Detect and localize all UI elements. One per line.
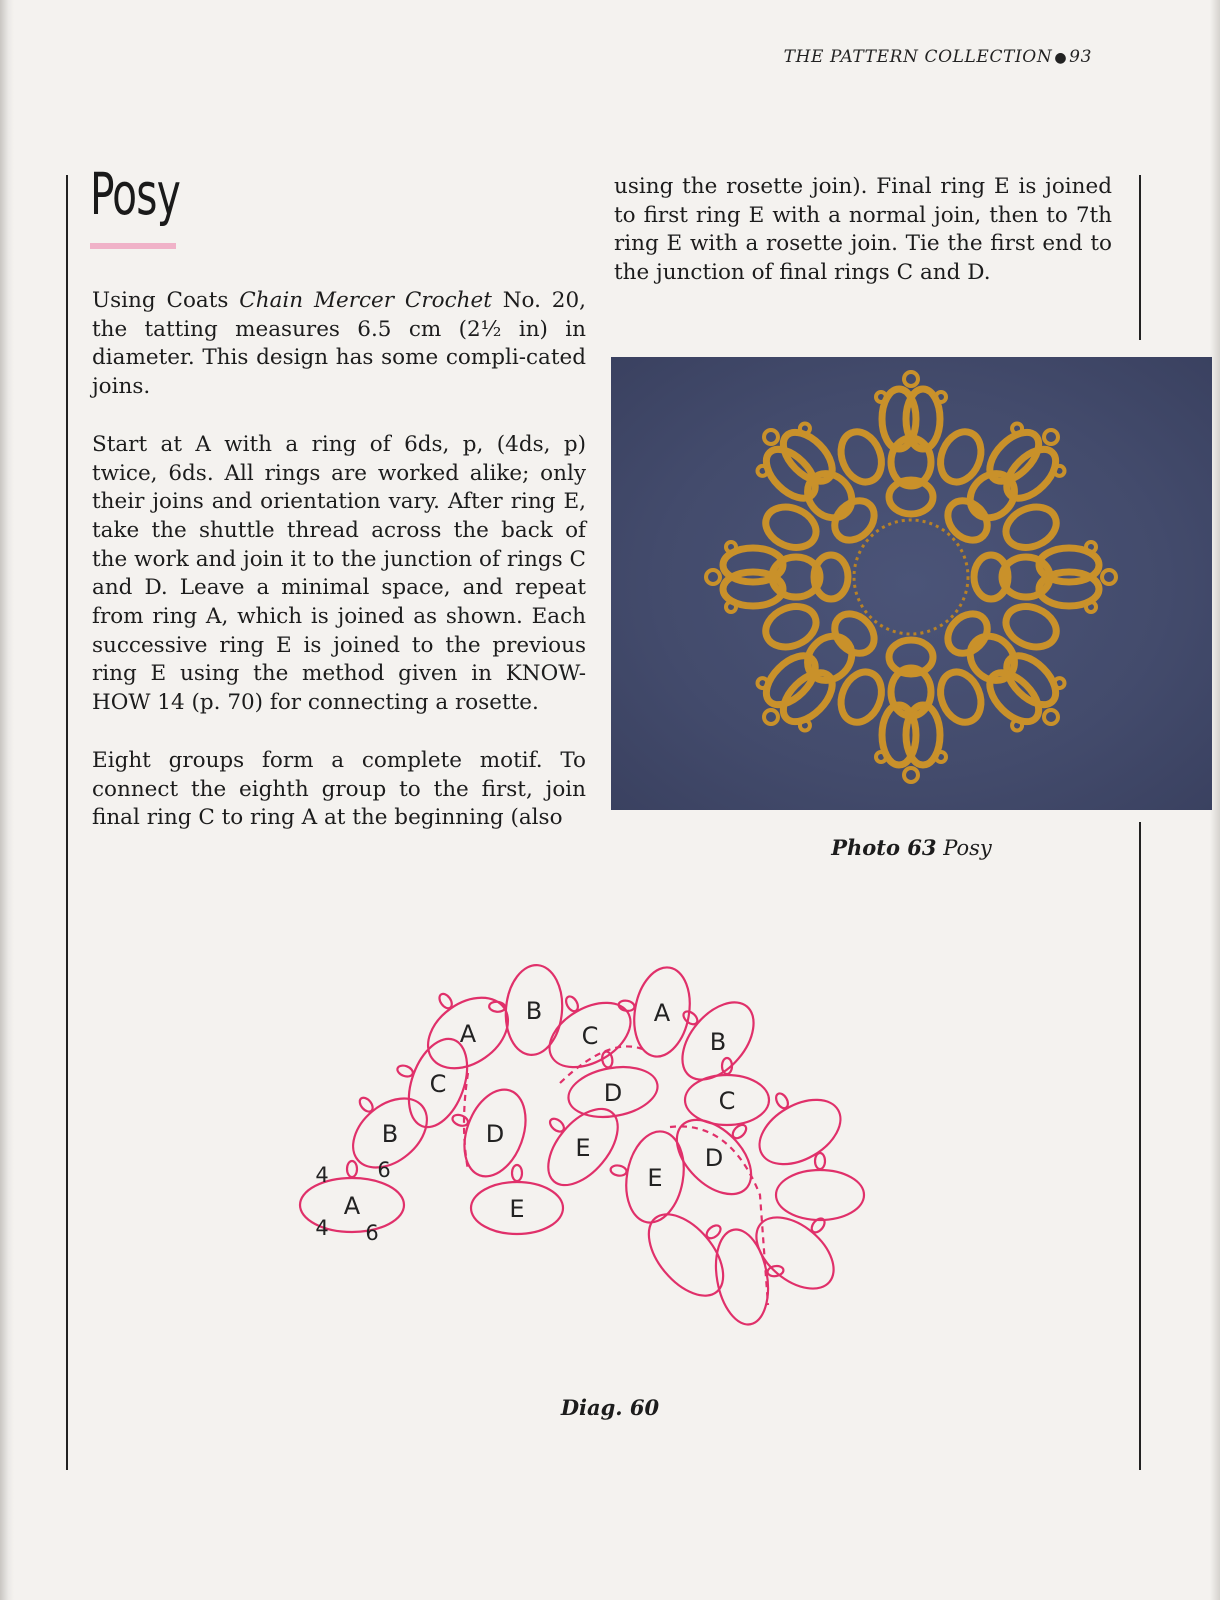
right-margin-rule-bottom <box>1139 822 1141 1470</box>
lace-group <box>876 640 946 782</box>
lace-group <box>876 372 946 514</box>
lace-picot <box>1052 676 1066 690</box>
lace-group <box>706 542 848 612</box>
right-margin-rule-top <box>1139 175 1141 340</box>
lace-picot <box>755 464 769 478</box>
diagram-picot <box>774 1091 791 1110</box>
lace-picot <box>755 676 769 690</box>
lace-picot <box>1041 707 1061 727</box>
ring-label: B <box>381 1120 399 1148</box>
lace-picot <box>1041 427 1061 447</box>
diagram-ring <box>709 1225 775 1328</box>
ring-label: C <box>581 1022 599 1050</box>
lace-picot <box>904 372 918 386</box>
ring-label: D <box>485 1120 505 1148</box>
diagram-ring <box>776 1170 864 1220</box>
paragraph-continued: using the rosette join). Final ring E is joined to first ring E with a normal join, then to 7th ring E with a rosette join. Tie the first end to the junction of final rings C and D. <box>614 174 1112 286</box>
diagram-picot <box>512 1165 522 1181</box>
diagram-picot <box>396 1064 414 1079</box>
left-column <box>92 287 586 862</box>
stitch-count: 6 <box>377 1158 391 1182</box>
diagram-ring <box>634 1201 737 1309</box>
photo-name: Posy <box>943 836 992 860</box>
stitch-count: 6 <box>365 1221 379 1245</box>
paragraph-assembly: Eight groups form a complete motif. To connect the eighth group to the first, join final ring C to ring A at the beginning (also <box>92 747 586 831</box>
running-head-section: THE PATTERN COLLECTION <box>783 47 1053 67</box>
stitch-count: 4 <box>315 1163 329 1187</box>
lace-picot <box>1086 602 1096 612</box>
ring-label: D <box>603 1079 623 1107</box>
diagram-picot <box>347 1161 357 1177</box>
lace-centre <box>854 520 968 634</box>
diagram-picot <box>357 1095 375 1114</box>
text-run: No. 20, the tatting measures 6.5 cm (2½ in) in diameter. This design has some compli-cated joins. <box>92 288 586 400</box>
lace-picot <box>726 542 736 552</box>
lace-picot <box>936 752 946 762</box>
diagram-picot <box>815 1153 825 1169</box>
lace-ring <box>827 606 882 661</box>
page-title: Posy <box>90 160 180 228</box>
lace-ring <box>940 606 995 661</box>
diagram-picot <box>610 1164 627 1177</box>
paragraph-materials <box>92 287 586 402</box>
lace-picot <box>761 427 781 447</box>
lace-picot <box>936 392 946 402</box>
running-head <box>784 47 1092 67</box>
lace-picot <box>1010 718 1024 732</box>
lace-picot <box>706 570 720 584</box>
ring-label: C <box>429 1070 447 1098</box>
lace-picot <box>876 752 886 762</box>
ring-label: B <box>709 1028 727 1056</box>
lace-picot <box>1086 542 1096 552</box>
ring-label: D <box>704 1144 724 1172</box>
diagram-picot <box>548 1116 567 1134</box>
paragraph-instructions: Start at A with a ring of 6ds, p, (4ds, p) twice, 6ds. All rings are worked alike; only their joins and orientation vary. After ring E, take the shuttle thread across the back of the work and join it to the junction of rings C and D. Leave a minimal space, and repeat from ring A, which is joined as shown. Each successive ring E is joined to the previous ring E using the method given in KNOW-HOW 14 (p. 70) for connecting a rosette. <box>92 431 586 716</box>
diagram-picot <box>451 1113 469 1128</box>
lace-photo <box>611 357 1212 810</box>
bullet-icon: ● <box>1054 50 1068 66</box>
lace-group <box>974 542 1116 612</box>
page-number: 93 <box>1069 47 1092 67</box>
ring-label: B <box>525 997 543 1025</box>
ring-label: E <box>647 1164 663 1192</box>
ring-label: A <box>653 999 671 1027</box>
lace-ring <box>940 493 995 548</box>
lace-picot <box>798 421 812 435</box>
lace-picot <box>904 768 918 782</box>
page-spine <box>0 0 14 1600</box>
diagram-ring <box>748 1087 851 1178</box>
lace-ring <box>827 493 882 548</box>
title-underline <box>90 243 176 249</box>
product-name: Chain Mercer Crochet <box>239 288 492 313</box>
ring-label: A <box>459 1020 477 1048</box>
diagram-picot <box>437 992 454 1011</box>
ring-label: E <box>575 1134 591 1162</box>
right-column <box>614 173 1112 317</box>
tatting-diagram <box>290 955 890 1385</box>
diagram-picot <box>681 1009 700 1027</box>
ring-label: C <box>718 1087 736 1115</box>
left-margin-rule <box>66 175 68 1470</box>
diagram-picot <box>564 994 581 1013</box>
lace-picot <box>761 707 781 727</box>
tatted-motif-image <box>611 357 1212 810</box>
lace-picot <box>1010 421 1024 435</box>
lace-picot <box>1102 570 1116 584</box>
shuttle-thread-path <box>560 1046 645 1083</box>
lace-picot <box>1052 464 1066 478</box>
photo-number: Photo 63 <box>831 835 937 860</box>
diagram-picot <box>704 1223 723 1241</box>
lace-picot <box>798 718 812 732</box>
stitch-count: 4 <box>315 1216 329 1240</box>
diagram-caption: Diag. 60 <box>560 1395 660 1420</box>
ring-label: E <box>509 1195 525 1223</box>
lace-picot <box>726 602 736 612</box>
text-run: Using Coats <box>92 288 240 313</box>
photo-caption <box>611 835 1212 860</box>
ring-label: A <box>343 1192 361 1220</box>
lace-picot <box>876 392 886 402</box>
